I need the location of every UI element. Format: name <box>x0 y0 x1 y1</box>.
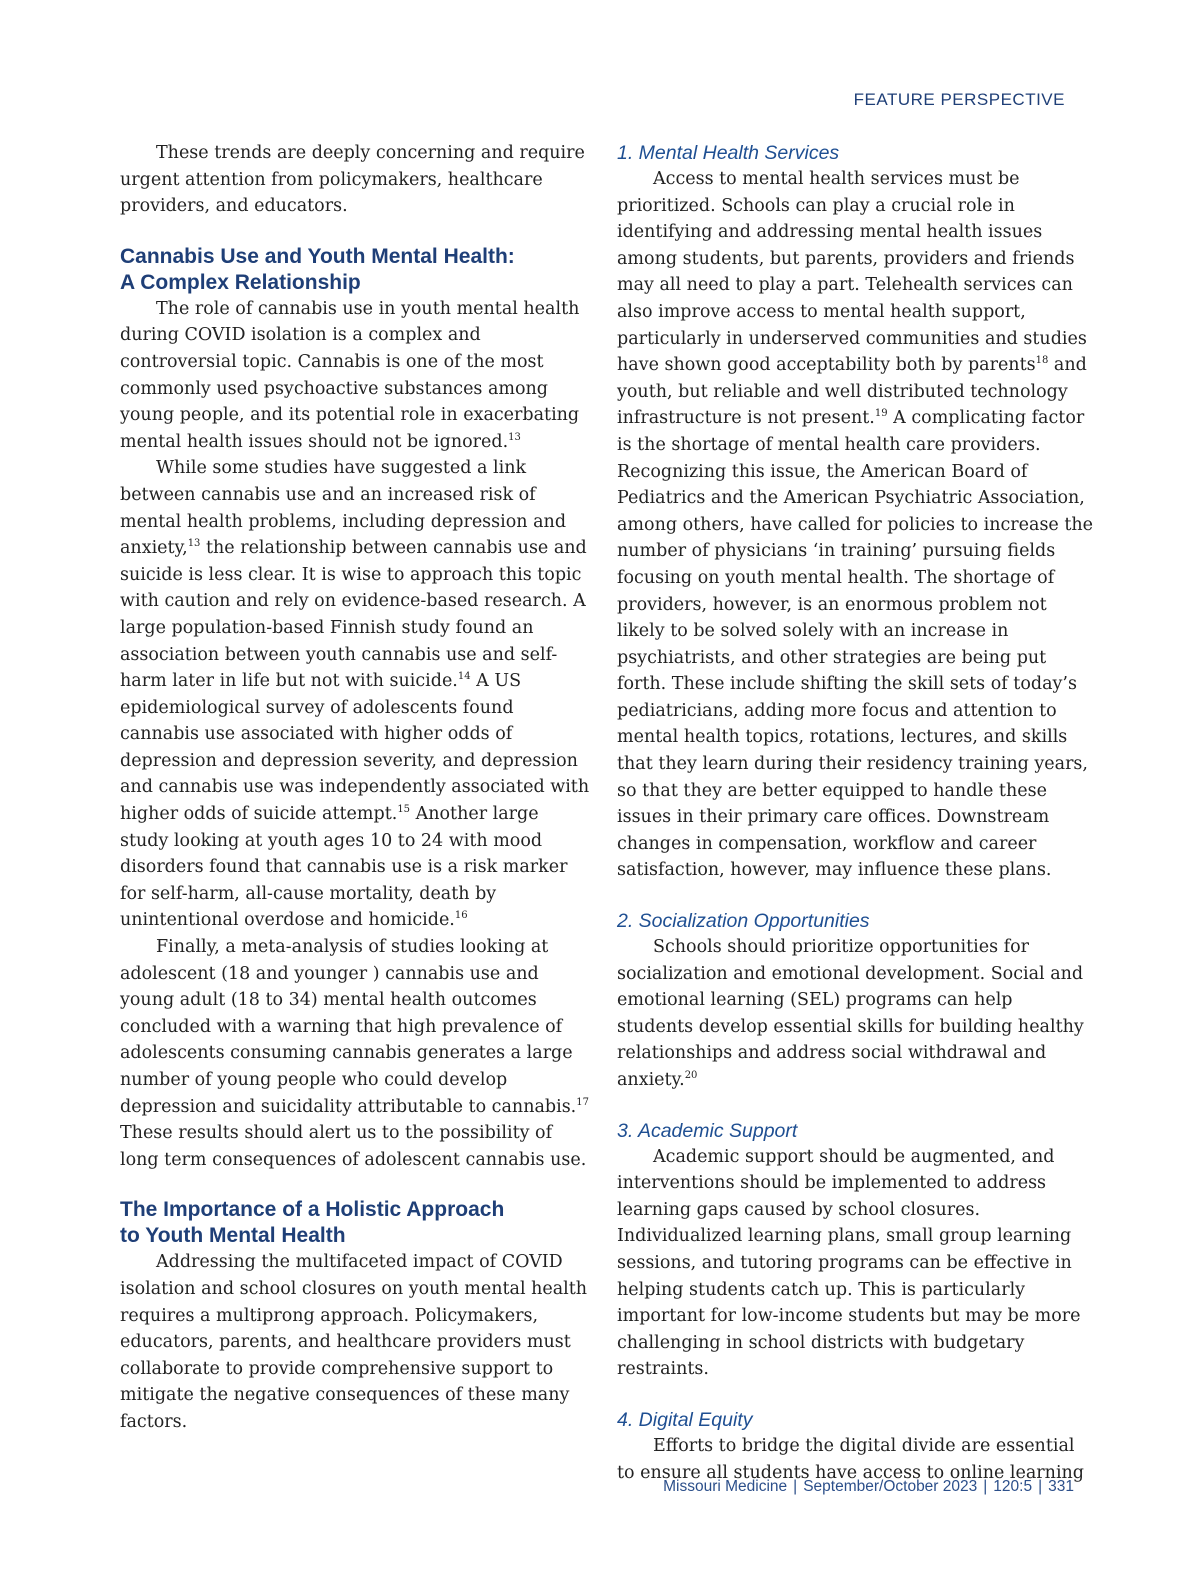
body-paragraph: Schools should prioritize opportunities for socialization and emotional development. Social and emotional learning (SEL) programs can help students develop essential skills for building healthy relationships and address social withdrawal and anxiety.$^{20}$ <box>617 937 1084 1090</box>
heading-line: to Youth Mental Health <box>120 1224 346 1248</box>
reference-number: 17 <box>576 1096 589 1108</box>
reference-number: 14 <box>457 671 471 683</box>
reference-number: 18 <box>1035 355 1049 367</box>
body-paragraph: The role of cannabis use in youth mental health during COVID isolation is a complex and controversial topic. Cannabis is one of the most commonly used psychoactive substances among young people, and its potential role in exacerbating mental health issues should not be ignored.$^{13}$ <box>120 298 580 452</box>
body-paragraph: Access to mental health services must be prioritized. Schools can play a crucial role in identifying and addressing mental health issues among students, but parents, providers and friends may all need to play a part. Telehealth services can also improve access to mental health support, particularly in underserved communities and studies have shown good acceptability both by parents$^{18}$ and youth, but reliable and well distributed technology infrastructure is not present.$^{19}$ A complicating factor is the shortage of mental health care providers. Recognizing this issue, the American Board of Pediatrics and the American Psychiatric Association, among others, have called for policies to increase the number of physicians ‘in training’ pursuing fields focusing on youth mental health. The shortage of providers, however, is an enormous problem not likely to be solved solely with an increase in psychiatrists, and other strategies are being put forth. These include shifting the skill sets of today’s pediatricians, adding more focus and attention to mental health topics, rotations, lectures, and skills that they learn during their residency training years, so that they are better equipped to handle these issues in their primary care offices. Downstream changes in compensation, workflow and career satisfaction, however, may influence these plans. <box>617 169 1094 881</box>
body-paragraph: Addressing the multifaceted impact of COVID isolation and school closures on youth mental health requires a multiprong approach. Policymakers, educators, parents, and healthcare providers must collaborate to provide comprehensive support to mitigate the negative consequences of these many factors. <box>120 1252 588 1432</box>
section-heading-holistic <box>120 1197 592 1249</box>
subheading-socialization: 2. Socialization Opportunities <box>617 910 870 933</box>
subheading-academic-support: 3. Academic Support <box>617 1119 798 1142</box>
section-heading-cannabis <box>120 244 592 296</box>
intro-paragraph: These trends are deeply concerning and require urgent attention from policymakers, healthcare providers, and educators. <box>120 143 585 217</box>
reference-number: 15 <box>397 804 411 816</box>
body-paragraph: Finally, a meta-analysis of studies looking at adolescent (18 and younger ) cannabis use and young adult (18 to 34) mental health outcomes concluded with a warning that high prevalence of adolescents consuming cannabis generates a large number of young people who could develop depression and suicidality attributable to cannabis.$^{17}$ These results should alert us to the possibility of long term consequences of adolescent cannabis use. <box>120 937 589 1170</box>
heading-line: The Importance of a Holistic Approach <box>120 1198 505 1222</box>
issue-date: September/October 2023 <box>803 1478 978 1495</box>
journal-name: Missouri Medicine <box>663 1478 788 1495</box>
page-footer <box>663 1478 1074 1496</box>
body-paragraph: While some studies have suggested a link between cannabis use and an increased risk of mental health problems, including depression and anxiety,$^{13}$ the relationship between cannabis use and suicide is less clear. It is wise to approach this topic with caution and rely on evidence-based research. A large population-based Finnish study found an association between youth cannabis use and self-harm later in life but not with suicide.$^{14}$ A US epidemiological survey of adolescents found cannabis use associated with higher odds of depression and depression severity, and depression and cannabis use was independently associated with higher odds of suicide attempt.$^{15}$ Another large study looking at youth ages 10 to 24 with mood disorders found that cannabis use is a risk marker for self-harm, all-cause mortality, death by unintentional overdose and homicide.$^{16}$ <box>120 458 590 931</box>
footer-separator: | <box>1038 1478 1043 1495</box>
volume-issue: 120:5 <box>993 1478 1033 1495</box>
reference-number: 19 <box>874 408 888 420</box>
right-column <box>617 140 1093 1486</box>
left-column <box>120 140 592 1436</box>
page-number: 331 <box>1048 1478 1074 1495</box>
reference-number: 20 <box>684 1070 698 1081</box>
subheading-mental-health-services: 1. Mental Health Services <box>617 142 840 164</box>
heading-line: A Complex Relationship <box>120 270 361 294</box>
footer-separator: | <box>793 1478 798 1495</box>
footer-separator: | <box>983 1478 988 1495</box>
body-paragraph: Academic support should be augmented, and interventions should be implemented to address learning gaps caused by school closures. Individualized learning plans, small group learning sessions, and tutoring programs can be effective in helping students catch up. This is particularly important for low-income students but may be more challenging in school districts with budgetary restraints. <box>617 1146 1081 1380</box>
reference-number: 13 <box>187 538 201 550</box>
section-label: FEATURE PERSPECTIVE <box>853 90 1065 109</box>
reference-number: 13 <box>508 431 521 443</box>
heading-line: Cannabis Use and Youth Mental Health: <box>120 244 515 268</box>
body-paragraph: Efforts to bridge the digital divide are essential to ensure all students have access to online learning <box>617 1435 1085 1483</box>
reference-number: 16 <box>454 910 468 922</box>
subheading-digital-equity: 4. Digital Equity <box>617 1408 753 1431</box>
